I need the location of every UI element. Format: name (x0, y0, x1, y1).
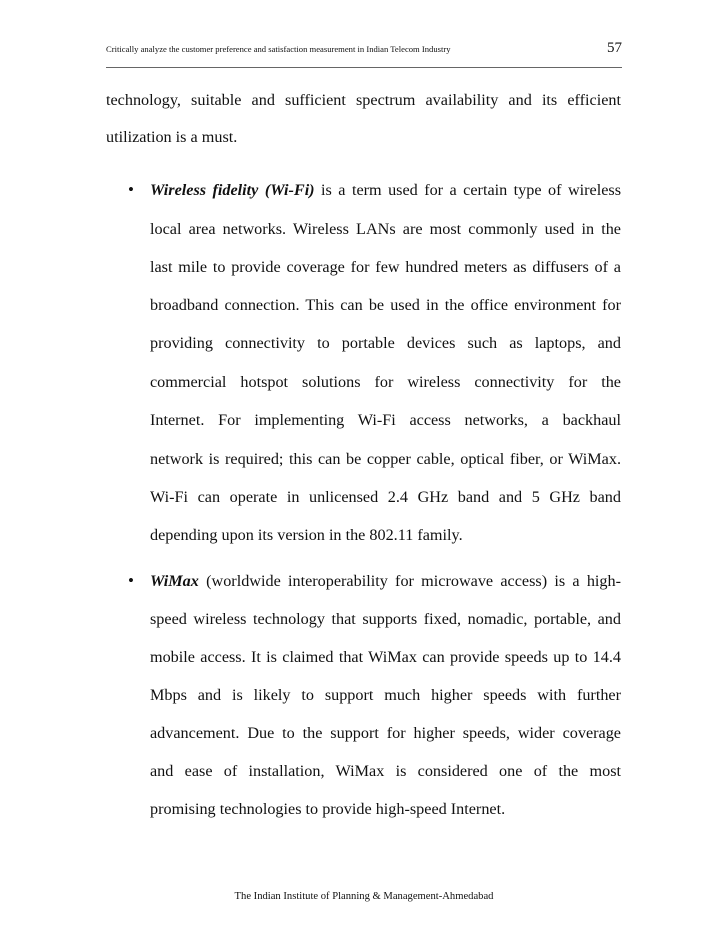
bullet-line: and ease of installation, WiMax is considered one of the most (150, 762, 621, 780)
bullet-line: commercial hotspot solutions for wireless connectivity for the (150, 373, 621, 391)
bullet-marker: • (128, 571, 134, 590)
bullet-first-line (150, 571, 621, 591)
bullet-first-line-text: (worldwide interoperability for microwave access) is a high- (198, 572, 621, 590)
bullet-line: mobile access. It is claimed that WiMax can provide speeds up to 14.4 (150, 648, 621, 666)
paragraph-line: utilization is a must. (106, 128, 238, 146)
bullet-line: last mile to provide coverage for few hundred meters as diffusers of a (150, 258, 621, 276)
paragraph-line: technology, suitable and sufficient spectrum availability and its efficient (106, 91, 621, 109)
page-footer: The Indian Institute of Planning & Management-Ahmedabad (234, 891, 494, 902)
bullet-line: network is required; this can be copper cable, optical fiber, or WiMax. (150, 450, 621, 468)
bullet-line: broadband connection. This can be used in the office environment for (150, 296, 621, 314)
bullet-line: speed wireless technology that supports fixed, nomadic, portable, and (150, 610, 621, 628)
bullet-line: Internet. For implementing Wi-Fi access networks, a backhaul (150, 411, 621, 429)
header-rule (106, 67, 622, 68)
bullet-term: WiMax (150, 572, 199, 590)
running-header-title: Critically analyze the customer preference and satisfaction measurement in Indian Telecom Industry (106, 44, 451, 54)
bullet-line: depending upon its version in the 802.11 family. (150, 526, 463, 544)
bullet-line: Mbps and is likely to support much higher speeds with further (150, 686, 621, 704)
page-header (106, 40, 622, 62)
bullet-line: Wi-Fi can operate in unlicensed 2.4 GHz band and 5 GHz band (150, 488, 621, 506)
bullet-line: advancement. Due to the support for higher speeds, wider coverage (150, 724, 621, 742)
bullet-line: providing connectivity to portable devices such as laptops, and (150, 334, 621, 352)
page-number: 57 (607, 40, 622, 56)
bullet-line: local area networks. Wireless LANs are most commonly used in the (150, 220, 621, 238)
bullet-marker: • (128, 180, 134, 199)
bullet-line: promising technologies to provide high-speed Internet. (150, 800, 506, 818)
bullet-first-line (150, 180, 621, 200)
bullet-term: Wireless fidelity (Wi-Fi) (150, 181, 315, 199)
bullet-first-line-text: is a term used for a certain type of wireless (314, 181, 621, 199)
